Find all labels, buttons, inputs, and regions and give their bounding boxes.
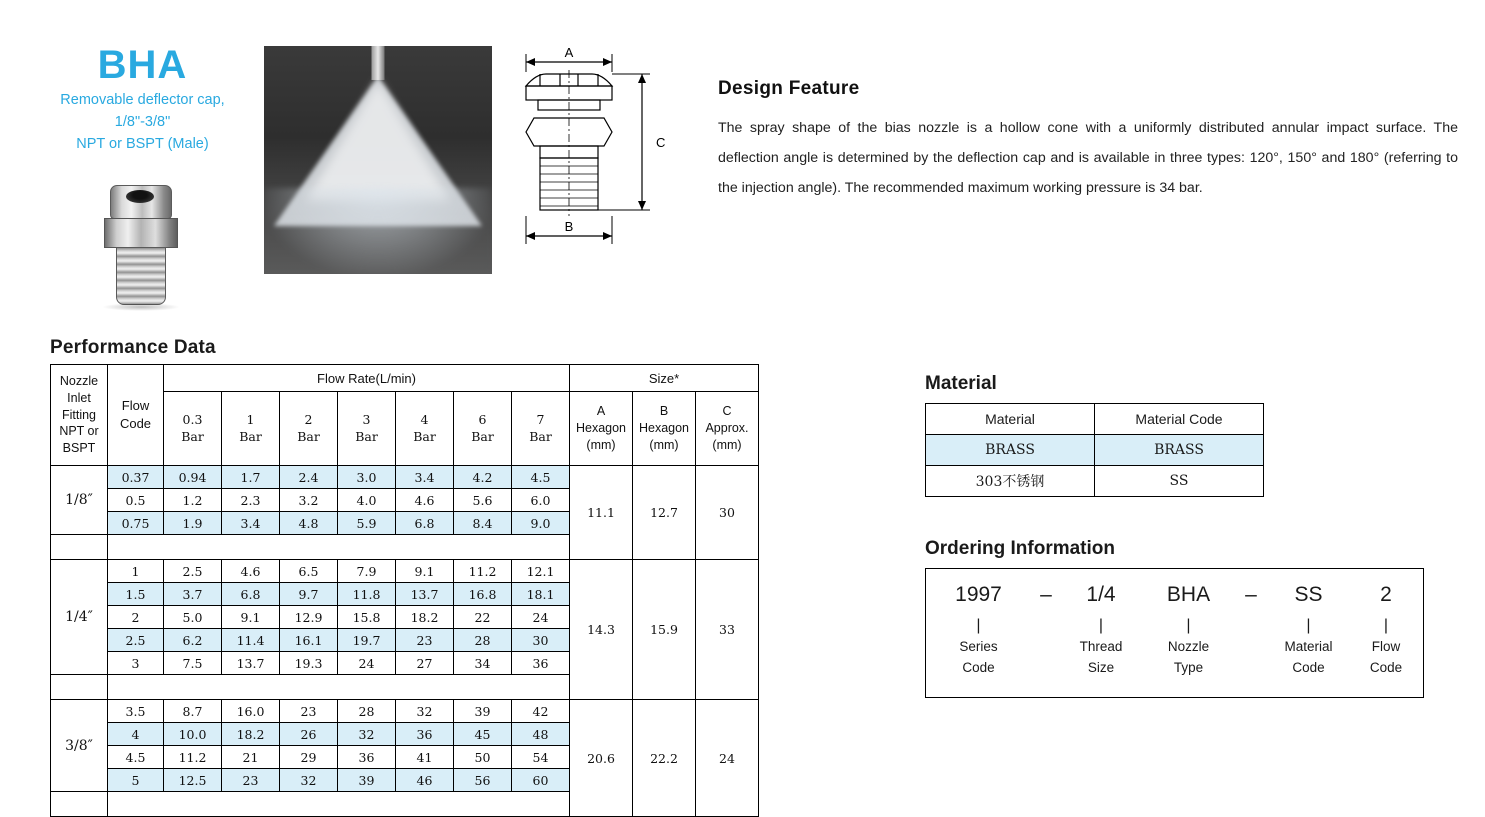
cell-flow-value: 16.1 bbox=[280, 629, 338, 652]
performance-data-table bbox=[50, 364, 759, 817]
spray-cone-inner bbox=[306, 80, 450, 200]
material-name: 303不锈钢 bbox=[926, 466, 1095, 497]
cell-flow-value: 4.2 bbox=[454, 466, 512, 489]
cell-flow-value: 18.1 bbox=[512, 583, 570, 606]
cell-flow-value: 2.4 bbox=[280, 466, 338, 489]
cell-flow-value: 19.7 bbox=[338, 629, 396, 652]
cell-flow-value: 11.8 bbox=[338, 583, 396, 606]
cell-flow-code: 3.5 bbox=[108, 700, 164, 723]
cell-flow-value: 1.2 bbox=[164, 489, 222, 512]
cell-flow-value: 4.8 bbox=[280, 512, 338, 535]
header-pressure-2bar: 2 Bar bbox=[280, 392, 338, 466]
cell-flow-value: 60 bbox=[512, 769, 570, 792]
header-section bbox=[0, 0, 1485, 330]
table-row bbox=[51, 560, 759, 583]
header-nozzle-inlet: Nozzle Inlet Fitting NPT or BSPT bbox=[51, 365, 108, 466]
cell-size-c: 30 bbox=[696, 466, 759, 560]
cell-flow-value: 42 bbox=[512, 700, 570, 723]
table-header-row-1 bbox=[51, 365, 759, 392]
cell-flow-value: 12.9 bbox=[280, 606, 338, 629]
header-pressure-1bar: 1 Bar bbox=[222, 392, 280, 466]
cell-flow-value: 30 bbox=[512, 629, 570, 652]
cell-size-a: 14.3 bbox=[570, 560, 633, 700]
material-name: BRASS bbox=[926, 435, 1095, 466]
spacer-cell bbox=[51, 792, 108, 817]
table-row bbox=[51, 466, 759, 489]
cell-flow-value: 24 bbox=[338, 652, 396, 675]
cell-flow-code: 1 bbox=[108, 560, 164, 583]
cell-flow-value: 3.4 bbox=[396, 466, 454, 489]
cell-flow-value: 9.1 bbox=[396, 560, 454, 583]
cell-flow-value: 7.5 bbox=[164, 652, 222, 675]
cell-flow-value: 36 bbox=[338, 746, 396, 769]
header-pressure-7bar: 7 Bar bbox=[512, 392, 570, 466]
order-code-dash-2: – bbox=[1245, 583, 1257, 606]
cell-flow-value: 1.7 bbox=[222, 466, 280, 489]
cell-flow-value: 11.2 bbox=[164, 746, 222, 769]
cell-flow-value: 45 bbox=[454, 723, 512, 746]
cell-flow-code: 5 bbox=[108, 769, 164, 792]
cell-flow-value: 32 bbox=[338, 723, 396, 746]
cell-flow-value: 7.9 bbox=[338, 560, 396, 583]
cell-flow-value: 2.5 bbox=[164, 560, 222, 583]
order-tick-spacer-1 bbox=[1031, 617, 1061, 635]
cell-flow-value: 9.0 bbox=[512, 512, 570, 535]
header-pressure-6bar: 6 Bar bbox=[454, 392, 512, 466]
cell-flow-value: 3.7 bbox=[164, 583, 222, 606]
cell-flow-value: 32 bbox=[280, 769, 338, 792]
cell-flow-value: 18.2 bbox=[222, 723, 280, 746]
header-size-b: B Hexagon (mm) bbox=[633, 392, 696, 466]
material-header-material: Material bbox=[926, 404, 1095, 435]
order-code-material: SS bbox=[1294, 583, 1323, 606]
cell-flow-value: 39 bbox=[454, 700, 512, 723]
cell-inlet-size: 1/8″ bbox=[51, 466, 108, 535]
cell-flow-value: 18.2 bbox=[396, 606, 454, 629]
cell-flow-value: 3.2 bbox=[280, 489, 338, 512]
ordering-label-row bbox=[926, 637, 1423, 679]
header-size-a: A Hexagon (mm) bbox=[570, 392, 633, 466]
cell-flow-value: 4.5 bbox=[512, 466, 570, 489]
cell-flow-value: 46 bbox=[396, 769, 454, 792]
cell-size-c: 24 bbox=[696, 700, 759, 817]
spacer-cell bbox=[51, 675, 108, 700]
ordering-tick-row bbox=[926, 617, 1423, 635]
dimension-drawing bbox=[512, 40, 682, 290]
cell-flow-code: 2 bbox=[108, 606, 164, 629]
cell-flow-value: 4.6 bbox=[396, 489, 454, 512]
order-tick-thread: | bbox=[1098, 617, 1104, 634]
cell-inlet-size: 3/8″ bbox=[51, 700, 108, 792]
order-tick-flow: | bbox=[1383, 617, 1389, 634]
nozzle-shadow bbox=[102, 303, 180, 311]
cell-flow-value: 36 bbox=[396, 723, 454, 746]
product-code: BHA bbox=[97, 43, 188, 87]
cell-flow-value: 4.0 bbox=[338, 489, 396, 512]
cell-flow-value: 16.8 bbox=[454, 583, 512, 606]
nozzle-thread-shape bbox=[116, 247, 166, 305]
cell-flow-code: 2.5 bbox=[108, 629, 164, 652]
cell-size-b: 15.9 bbox=[633, 560, 696, 700]
cell-flow-value: 26 bbox=[280, 723, 338, 746]
cell-flow-value: 27 bbox=[396, 652, 454, 675]
cell-flow-value: 21 bbox=[222, 746, 280, 769]
header-size-c: C Approx. (mm) bbox=[696, 392, 759, 466]
cell-flow-value: 11.4 bbox=[222, 629, 280, 652]
cell-flow-value: 23 bbox=[222, 769, 280, 792]
cell-flow-value: 23 bbox=[396, 629, 454, 652]
cell-flow-value: 28 bbox=[338, 700, 396, 723]
ordering-information-title: Ordering Information bbox=[925, 538, 1115, 559]
cell-flow-value: 12.5 bbox=[164, 769, 222, 792]
order-code-thread: 1/4 bbox=[1086, 583, 1116, 606]
product-title-block bbox=[30, 44, 255, 155]
cell-flow-value: 1.9 bbox=[164, 512, 222, 535]
spray-pattern-photo bbox=[264, 46, 492, 274]
product-description-line-3: NPT or BSPT (Male) bbox=[76, 135, 209, 152]
header-flow-code: Flow Code bbox=[108, 365, 164, 466]
performance-data-title: Performance Data bbox=[50, 337, 216, 358]
cell-size-b: 22.2 bbox=[633, 700, 696, 817]
cell-flow-value: 9.1 bbox=[222, 606, 280, 629]
cell-flow-value: 24 bbox=[512, 606, 570, 629]
cell-flow-value: 0.94 bbox=[164, 466, 222, 489]
cell-flow-value: 5.6 bbox=[454, 489, 512, 512]
order-label-flow: Flow Code bbox=[1369, 639, 1403, 675]
header-pressure-0.3bar: 0.3 Bar bbox=[164, 392, 222, 466]
order-label-spacer-2 bbox=[1236, 637, 1266, 679]
order-code-flow: 2 bbox=[1380, 583, 1392, 606]
cell-flow-code: 4 bbox=[108, 723, 164, 746]
cell-flow-value: 48 bbox=[512, 723, 570, 746]
cell-flow-value: 50 bbox=[454, 746, 512, 769]
order-code-dash-1: – bbox=[1040, 583, 1052, 606]
dimension-label-a: A bbox=[564, 45, 574, 60]
table-row bbox=[51, 700, 759, 723]
product-description-line-2: 1/8"-3/8" bbox=[114, 113, 171, 130]
material-row bbox=[926, 466, 1264, 497]
cell-flow-value: 19.3 bbox=[280, 652, 338, 675]
cell-flow-value: 13.7 bbox=[222, 652, 280, 675]
order-tick-series: | bbox=[976, 617, 981, 634]
cell-flow-value: 36 bbox=[512, 652, 570, 675]
order-tick-spacer-2 bbox=[1236, 617, 1266, 635]
order-label-series: Series Code bbox=[959, 639, 998, 675]
material-header-row bbox=[926, 404, 1264, 435]
cell-flow-code: 4.5 bbox=[108, 746, 164, 769]
order-tick-material: | bbox=[1306, 617, 1311, 634]
design-feature-section bbox=[718, 78, 1458, 203]
spacer-cell bbox=[108, 792, 570, 817]
spray-mist bbox=[264, 188, 492, 274]
order-tick-nozzle: | bbox=[1186, 617, 1191, 634]
cell-flow-value: 2.3 bbox=[222, 489, 280, 512]
header-pressure-3bar: 3 Bar bbox=[338, 392, 396, 466]
order-code-series: 1997 bbox=[955, 583, 1002, 606]
cell-flow-value: 29 bbox=[280, 746, 338, 769]
cell-flow-value: 5.0 bbox=[164, 606, 222, 629]
material-header-code: Material Code bbox=[1095, 404, 1264, 435]
cell-flow-value: 10.0 bbox=[164, 723, 222, 746]
material-row bbox=[926, 435, 1264, 466]
ordering-code-row bbox=[926, 583, 1423, 607]
cell-flow-value: 11.2 bbox=[454, 560, 512, 583]
cell-flow-code: 0.5 bbox=[108, 489, 164, 512]
cell-flow-value: 16.0 bbox=[222, 700, 280, 723]
cell-flow-value: 6.8 bbox=[222, 583, 280, 606]
dimension-drawing-svg bbox=[512, 40, 682, 290]
cell-flow-value: 12.1 bbox=[512, 560, 570, 583]
cell-flow-value: 4.6 bbox=[222, 560, 280, 583]
cell-flow-value: 23 bbox=[280, 700, 338, 723]
cell-flow-value: 39 bbox=[338, 769, 396, 792]
dimension-label-b: B bbox=[564, 219, 574, 234]
material-code: SS bbox=[1095, 466, 1264, 497]
cell-flow-value: 8.7 bbox=[164, 700, 222, 723]
cell-flow-value: 56 bbox=[454, 769, 512, 792]
spacer-cell bbox=[108, 675, 570, 700]
nozzle-product-image bbox=[96, 185, 186, 310]
spacer-cell bbox=[108, 535, 570, 560]
header-size-group: Size* bbox=[570, 365, 759, 392]
cell-flow-value: 6.0 bbox=[512, 489, 570, 512]
material-title: Material bbox=[925, 373, 997, 394]
nozzle-orifice-shape bbox=[126, 190, 154, 203]
design-feature-body: The spray shape of the bias nozzle is a hollow cone with a uniformly distributed annular impact surface. The deflection angle is determined by the deflection cap and is available in three types: 120°, 150° and 180° (referring to the injection angle). The recommended maximum working pressure is 34 bar. bbox=[718, 120, 1458, 196]
material-table bbox=[925, 403, 1264, 497]
design-feature-title: Design Feature bbox=[718, 78, 860, 99]
cell-flow-value: 15.8 bbox=[338, 606, 396, 629]
cell-flow-value: 3.4 bbox=[222, 512, 280, 535]
cell-flow-value: 6.8 bbox=[396, 512, 454, 535]
cell-flow-code: 0.75 bbox=[108, 512, 164, 535]
cell-flow-value: 32 bbox=[396, 700, 454, 723]
cell-flow-code: 1.5 bbox=[108, 583, 164, 606]
product-description bbox=[30, 90, 255, 155]
cell-flow-value: 28 bbox=[454, 629, 512, 652]
cell-flow-code: 0.37 bbox=[108, 466, 164, 489]
cell-flow-value: 13.7 bbox=[396, 583, 454, 606]
product-description-line-1: Removable deflector cap, bbox=[60, 92, 225, 108]
photo-nozzle-body bbox=[372, 46, 385, 80]
order-label-thread: Thread Size bbox=[1079, 639, 1123, 675]
material-code: BRASS bbox=[1095, 435, 1264, 466]
header-flow-rate-group: Flow Rate(L/min) bbox=[164, 365, 570, 392]
order-label-material: Material Code bbox=[1284, 639, 1333, 675]
cell-flow-value: 22 bbox=[454, 606, 512, 629]
nozzle-hexagon-shape bbox=[104, 218, 178, 248]
order-label-nozzle: Nozzle Type bbox=[1167, 639, 1210, 675]
cell-flow-value: 34 bbox=[454, 652, 512, 675]
cell-flow-value: 3.0 bbox=[338, 466, 396, 489]
cell-size-c: 33 bbox=[696, 560, 759, 700]
cell-flow-value: 9.7 bbox=[280, 583, 338, 606]
order-code-nozzle: BHA bbox=[1166, 583, 1211, 606]
cell-flow-value: 6.2 bbox=[164, 629, 222, 652]
spacer-cell bbox=[51, 535, 108, 560]
header-pressure-4bar: 4 Bar bbox=[396, 392, 454, 466]
order-label-spacer-1 bbox=[1031, 637, 1061, 679]
ordering-information-box bbox=[925, 568, 1424, 698]
cell-flow-code: 3 bbox=[108, 652, 164, 675]
dimension-label-c: C bbox=[656, 135, 666, 150]
cell-size-a: 20.6 bbox=[570, 700, 633, 817]
cell-flow-value: 6.5 bbox=[280, 560, 338, 583]
cell-flow-value: 54 bbox=[512, 746, 570, 769]
cell-size-b: 12.7 bbox=[633, 466, 696, 560]
cell-size-a: 11.1 bbox=[570, 466, 633, 560]
cell-flow-value: 5.9 bbox=[338, 512, 396, 535]
cell-inlet-size: 1/4″ bbox=[51, 560, 108, 675]
cell-flow-value: 41 bbox=[396, 746, 454, 769]
cell-flow-value: 8.4 bbox=[454, 512, 512, 535]
